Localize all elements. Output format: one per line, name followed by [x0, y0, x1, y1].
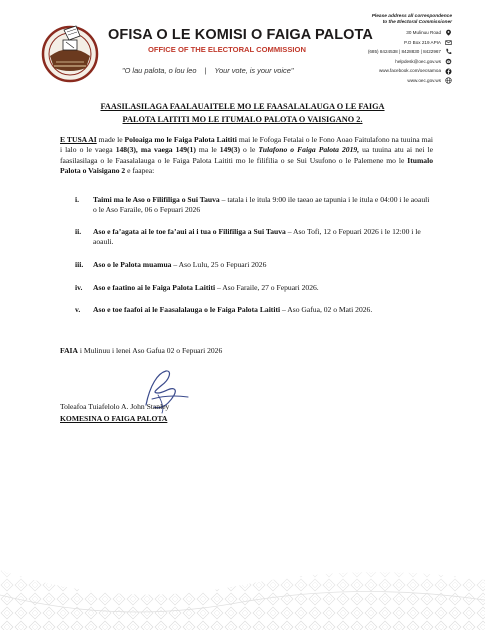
- phone-row: [302, 47, 452, 57]
- email-address[interactable]: helpdesk@oec.gov.ws: [395, 58, 441, 64]
- motto-english: Your vote, is your voice": [214, 66, 294, 75]
- intro-sections: 148(3), ma vaega 149(1): [115, 145, 196, 155]
- correspondence-note-line1: Please address all correspondence: [371, 14, 452, 19]
- website-row: [302, 76, 452, 86]
- list-item-number: iv.: [75, 283, 83, 292]
- motto-separator: |: [204, 66, 207, 75]
- notice-title: [60, 100, 425, 126]
- motto: [122, 66, 293, 75]
- intro-order-name: Poloaiga mo le Faiga Palota Laititi: [124, 135, 237, 144]
- list-item-text: [93, 305, 433, 315]
- mailbox-icon: [445, 39, 452, 46]
- list-item-detail: – Aso Tofi, 12 o Fepuari 2026 i le 12:00 i le aoauli.: [93, 227, 421, 247]
- list-item-text: [93, 283, 433, 293]
- intro-text-3: ma le: [195, 145, 220, 155]
- intro-text-6: e faapea:: [125, 166, 155, 176]
- intro-constituency: Itumalo Palota o Vaisigano 2: [60, 155, 433, 176]
- issued-at-text: i Mulinuu i lenei Aso Gafua 02 o Fepuari 2026: [78, 346, 223, 355]
- list-item-heading: Taimi ma le Aso o Filifiliga o Sui Tauva: [93, 195, 220, 204]
- list-item-detail: – Aso Faraile, 27 o Fepuari 2026.: [215, 283, 319, 292]
- motto-samoan: "O lau palota, o lou leo: [122, 66, 197, 75]
- organization-title: OFISA O LE KOMISI O FAIGA PALOTA: [108, 27, 374, 43]
- phone-icon: [445, 48, 452, 55]
- list-item-heading: Aso e faatino ai le Faiga Palota Laititi: [93, 283, 216, 292]
- intro-lead: E TUSA AI: [60, 135, 97, 144]
- issued-at-label: FAIA: [60, 346, 78, 355]
- po-box-row: [302, 38, 452, 48]
- phone-numbers: (685) 8424538 | 8428830 | 8422967: [367, 49, 441, 55]
- list-item-heading: Aso e fa’agata ai le toe fa’aui ai i tua o Filifiliga a Sui Tauva: [93, 227, 286, 236]
- list-item-number: v.: [75, 305, 81, 314]
- facebook-row: [302, 66, 452, 76]
- address-row: [302, 28, 452, 38]
- list-item-detail: – tatala i le itula 9:00 ile taeao ae tapunia i le itula e 04:00 i le aoauli o le Aso Faraile, 06 o Fepuari 2026: [93, 195, 430, 215]
- address-line1: 30 Mulinuu Road: [406, 30, 441, 35]
- contact-block: [302, 14, 452, 86]
- list-item-heading: Aso o le Palota muamua: [93, 260, 172, 269]
- list-item-number: ii.: [75, 227, 82, 236]
- list-item-text: [93, 227, 433, 248]
- decorative-footer-pattern: [0, 550, 485, 630]
- list-item-detail: – Aso Gafua, 02 o Mati 2026.: [280, 305, 373, 314]
- intro-act-name: Tulafono o Faiga Palota 2019,: [258, 145, 360, 155]
- intro-text-1: made le: [96, 135, 125, 144]
- organization-subtitle: OFFICE OF THE ELECTORAL COMMISSION: [148, 45, 306, 54]
- list-item-detail: – Aso Lulu, 25 o Fepuari 2026: [171, 260, 267, 269]
- list-item-number: iii.: [75, 260, 84, 269]
- notice-title-line1: FAASILASILAGA FAALAUAITELE MO LE FAASALALAUGA O LE FAIGA: [100, 102, 385, 111]
- facebook-link[interactable]: www.facebook.com/oecsamoa: [378, 68, 441, 74]
- location-pin-icon: [445, 29, 452, 36]
- electoral-commission-logo: [36, 18, 106, 84]
- notice-title-line2: PALOTA LAITITI MO LE ITUMALO PALOTA O VAISIGANO 2.: [122, 115, 363, 124]
- intro-section-149-3: 149(3): [219, 145, 240, 155]
- email-row: [302, 57, 452, 67]
- list-item-text: [93, 195, 433, 216]
- intro-text-5: ua tuuina atu ai nei le faasilasilaga o le Faasalalauga o le Faiga Palota Laititi mo le filifilia o se Sui Usufono o le Palemene mo le: [60, 145, 433, 165]
- issued-at-line: [60, 346, 222, 355]
- address-line2: P.O Box 219 APIA: [404, 39, 441, 45]
- globe-icon: [445, 77, 452, 84]
- intro-text-4: o le: [240, 145, 259, 155]
- intro-paragraph: [60, 135, 433, 177]
- correspondence-note-line2: to the Electoral Commissioner: [382, 20, 452, 25]
- list-item-heading: Aso e toe faafoi ai le Faasalalauga o le Faiga Palota Laititi: [93, 305, 281, 314]
- facebook-icon: [445, 68, 452, 75]
- correspondence-note: [302, 14, 452, 26]
- list-item-number: i.: [75, 195, 80, 204]
- signatory-name: Toleafoa Tuiafelolo A. John Stanley: [60, 402, 170, 411]
- list-item-text: [93, 260, 433, 270]
- intro-text-2: mai le Fofoga Fetalai o le Fono Aoao Faitulafono na tuuina mai i lalo o le vaega: [60, 135, 433, 155]
- email-icon: [445, 58, 452, 65]
- signatory-title: KOMESINA O FAIGA PALOTA: [60, 414, 168, 423]
- website-link[interactable]: www.oec.gov.ws: [407, 77, 441, 83]
